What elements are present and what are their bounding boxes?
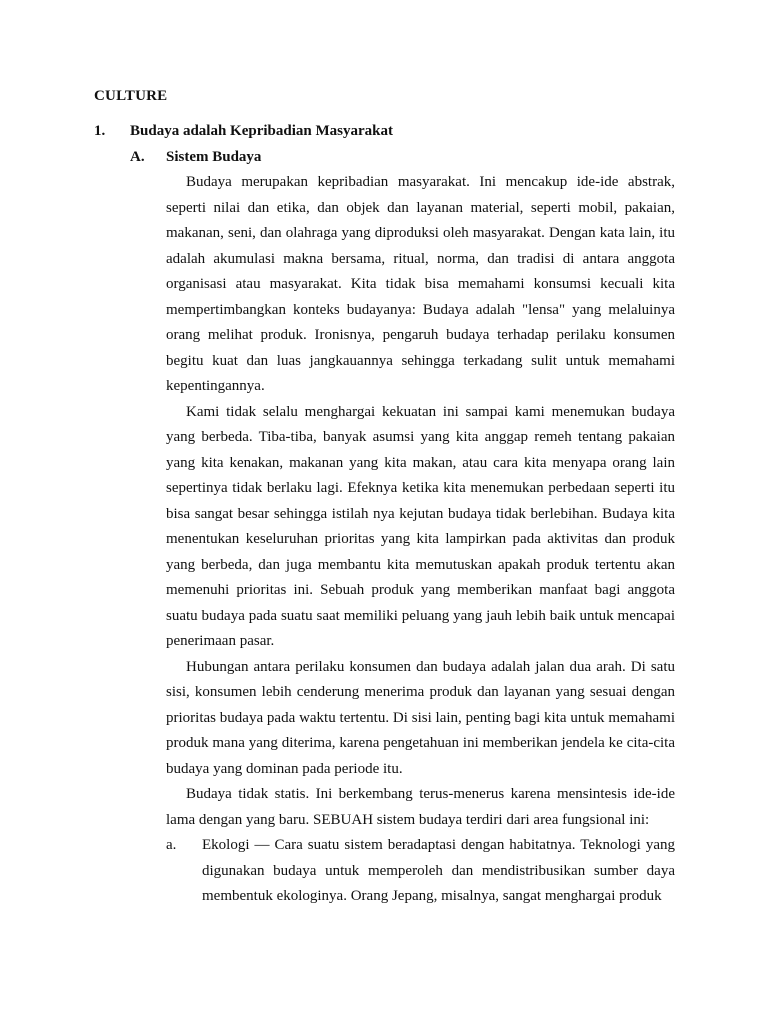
subsection-letter: A. (130, 149, 145, 165)
paragraph: Budaya merupakan kepribadian masyarakat. Ini mencakup ide-ide abstrak, seperti nilai dan etika, dan objek dan layanan material, seperti mobil, pakaian, makanan, seni, dan olahraga yang diproduksi oleh masyarakat. Dengan kata lain, itu adalah akumulasi makna bersama, ritual, norma, dan tradisi di antara anggota organisasi atau masyarakat. Kita tidak bisa memahami konsumsi kecuali kita mempertimbangkan konteks budayanya: Budaya adalah "lensa" yang melaluinya orang melihat produk. Ironisnya, pengaruh budaya terhadap perilaku konsumen begitu kuat dan luas jangkauannya sehingga terkadang sulit untuk memahami kepentingannya. (166, 174, 675, 394)
paragraph: Hubungan antara perilaku konsumen dan budaya adalah jalan dua arah. Di satu sisi, konsumen lebih cenderung menerima produk dan layanan yang sesuai dengan prioritas budaya pada waktu tertentu. Di sisi lain, penting bagi kita untuk memahami produk mana yang diterima, karena pengetahuan ini memberikan jendela ke cita-cita budaya yang dominan pada periode itu. (166, 658, 675, 777)
list-item (166, 833, 675, 910)
list-marker: a. (166, 837, 177, 853)
paragraph: Budaya tidak statis. Ini berkembang terus-menerus karena mensintesis ide-ide lama dengan yang baru. SEBUAH sistem budaya terdiri dari area fungsional ini: (166, 786, 675, 828)
paragraph: Kami tidak selalu menghargai kekuatan ini sampai kami menemukan budaya yang berbeda. Tiba-tiba, banyak asumsi yang kita anggap remeh tentang pakaian yang kita kenakan, makanan yang kita makan, atau cara kita menyapa orang lain sepertinya tidak berlaku lagi. Efeknya ketika kita menemukan perbedaan seperti itu bisa sangat besar sehingga istilah nya kejutan budaya tidak berlebihan. Budaya kita menentukan keseluruhan prioritas yang kita lampirkan pada aktivitas dan produk yang berbeda, dan juga membantu kita memutuskan apakah produk tertentu akan memenuhi prioritas ini. Sebuah produk yang memberikan manfaat bagi anggota suatu budaya pada suatu saat memiliki peluang yang jauh lebih baik untuk mencapai penerimaan pasar. (166, 403, 675, 649)
list-item-text: Ekologi — Cara suatu sistem beradaptasi dengan habitatnya. Teknologi yang digunakan budaya untuk memperoleh dan mendistribusikan sumber daya membentuk ekologinya. Orang Jepang, misalnya, sangat menghargai produk (202, 837, 675, 904)
subsection-title: Sistem Budaya (166, 149, 262, 165)
section-title: Budaya adalah Kepribadian Masyarakat (130, 123, 393, 139)
section-number: 1. (94, 123, 106, 139)
document-title: CULTURE (94, 88, 168, 104)
body-text (166, 170, 675, 910)
